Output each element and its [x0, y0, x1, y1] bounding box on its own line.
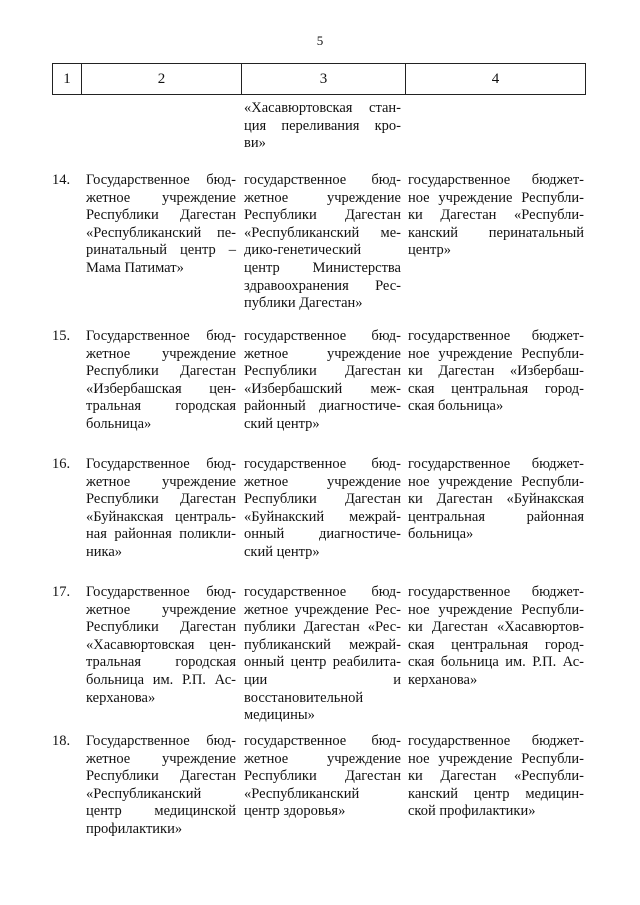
text-line: Государственное бюд-: [86, 456, 236, 472]
new-institution-name-cell: [408, 172, 584, 260]
text-line: медицины»: [244, 707, 315, 724]
text-line: «Избербашский меж-: [244, 380, 401, 397]
text-line: Республики Дагестан: [86, 768, 236, 785]
text-line: государственное бюд-: [244, 456, 401, 472]
merged-institution-cell: [244, 456, 401, 562]
header-col-1: 1: [53, 64, 82, 94]
row-number: 14.: [52, 172, 71, 188]
merged-institution-cell: [244, 172, 401, 313]
institution-name-cell: [86, 584, 236, 707]
merged-institution-cell: [244, 733, 401, 821]
text-line: центр здоровья»: [244, 803, 346, 820]
text-line: государственное бюд-: [244, 328, 401, 344]
text-line: жетное учреждение Рес-: [244, 601, 401, 618]
text-line: государственное бюджет-: [408, 456, 584, 472]
text-line: центр»: [408, 242, 451, 259]
text-line: ви»: [244, 135, 266, 152]
text-line: государственное бюд-: [244, 172, 401, 188]
text-line: центр медицинской: [86, 803, 236, 820]
text-line: жетное учреждение: [244, 750, 401, 767]
text-line: ский центр»: [244, 543, 320, 560]
text-line: «Избербашская цен-: [86, 380, 236, 397]
text-line: районный диагностиче-: [244, 398, 401, 415]
text-line: «Республиканский: [244, 785, 360, 802]
text-line: Государственное бюд-: [86, 172, 236, 188]
text-line: государственное бюд-: [244, 584, 401, 600]
text-line: жетное учреждение: [244, 189, 401, 206]
text-line: профилактики»: [86, 820, 183, 837]
new-institution-name-cell: [408, 733, 584, 821]
text-line: керханова»: [408, 671, 478, 688]
text-line: жетное учреждение: [86, 750, 236, 767]
institution-name-cell: [86, 328, 236, 434]
text-line: «Буйнакский межрай-: [244, 508, 401, 525]
text-line: жетное учреждение: [244, 473, 401, 490]
text-line: ция переливания кро-: [244, 117, 401, 134]
text-line: ное учреждение Республи-: [408, 473, 584, 490]
text-line: ский центр»: [244, 415, 320, 432]
text-line: «Республиканский: [86, 785, 202, 802]
text-line: «Хасавюртовская цен-: [86, 636, 236, 653]
row-number: 18.: [52, 733, 71, 749]
text-line: больница им. Р.П. Ас-: [86, 671, 236, 688]
text-line: тральная городская: [86, 654, 236, 671]
text-line: жетное учреждение: [86, 345, 236, 362]
text-line: ное учреждение Республи-: [408, 345, 584, 362]
text-line: государственное бюджет-: [408, 733, 584, 749]
text-line: больница»: [86, 415, 152, 432]
text-line: ника»: [86, 543, 123, 560]
table-header-row: [52, 63, 586, 95]
text-line: канский центр медицин-: [408, 785, 584, 802]
text-line: Мама Патимат»: [86, 259, 184, 276]
new-institution-name-cell: [408, 328, 584, 416]
text-line: онный диагностиче-: [244, 526, 401, 543]
text-line: ное учреждение Республи-: [408, 601, 584, 618]
text-line: ская больница»: [408, 398, 504, 415]
text-line: государственное бюджет-: [408, 172, 584, 188]
text-line: «Хасавюртовская стан-: [244, 100, 401, 116]
text-line: Республики Дагестан: [86, 491, 236, 508]
text-line: здравоохранения Рес-: [244, 277, 401, 294]
merged-institution-cell: [244, 328, 401, 434]
text-line: керханова»: [86, 689, 156, 706]
text-line: Республики Дагестан: [86, 363, 236, 380]
text-line: ное учреждение Республи-: [408, 750, 584, 767]
text-line: «Буйнакская централь-: [86, 508, 236, 525]
header-col-2: 2: [82, 64, 242, 94]
text-line: жетное учреждение: [244, 345, 401, 362]
text-line: государственное бюджет-: [408, 584, 584, 600]
text-line: публиканский межрай-: [244, 636, 401, 653]
text-line: ринатальный центр –: [86, 242, 236, 259]
text-line: ская центральная город-: [408, 380, 584, 397]
text-line: онный центр реабилита-: [244, 654, 401, 671]
row-number: 17.: [52, 584, 71, 600]
text-line: ки Дагестан «Республи-: [408, 768, 584, 785]
text-line: ции и восстановительной: [244, 671, 401, 706]
text-line: государственное бюд-: [244, 733, 401, 749]
text-line: ки Дагестан «Буйнакская: [408, 491, 584, 508]
institution-name-cell: [86, 456, 236, 562]
text-line: «Республиканский ме-: [244, 224, 401, 241]
new-institution-name-cell: [408, 584, 584, 690]
text-line: Государственное бюд-: [86, 733, 236, 749]
text-line: центр Министерства: [244, 259, 401, 276]
text-line: «Республиканский пе-: [86, 224, 236, 241]
text-line: дико-генетический: [244, 242, 362, 259]
text-line: тральная городская: [86, 398, 236, 415]
text-line: Республики Дагестан: [244, 491, 401, 508]
text-line: государственное бюджет-: [408, 328, 584, 344]
text-line: канский перинатальный: [408, 224, 584, 241]
text-line: Государственное бюд-: [86, 584, 236, 600]
continuation-cell: [244, 100, 401, 153]
text-line: ная районная поликли-: [86, 526, 236, 543]
text-line: ное учреждение Республи-: [408, 189, 584, 206]
text-line: ки Дагестан «Хасавюртов-: [408, 619, 584, 636]
header-col-3: 3: [242, 64, 406, 94]
text-line: жетное учреждение: [86, 189, 236, 206]
row-number: 16.: [52, 456, 71, 472]
text-line: жетное учреждение: [86, 473, 236, 490]
text-line: ки Дагестан «Республи-: [408, 207, 584, 224]
text-line: Государственное бюд-: [86, 328, 236, 344]
row-number: 15.: [52, 328, 71, 344]
text-line: Республики Дагестан: [244, 363, 401, 380]
text-line: ской профилактики»: [408, 803, 536, 820]
text-line: Республики Дагестан: [86, 619, 236, 636]
text-line: центральная районная: [408, 508, 584, 525]
text-line: публики Дагестан «Рес-: [244, 619, 401, 636]
text-line: Республики Дагестан: [86, 207, 236, 224]
text-line: ки Дагестан «Избербаш-: [408, 363, 584, 380]
text-line: больница»: [408, 526, 474, 543]
text-line: ская больница им. Р.П. Ас-: [408, 654, 584, 671]
text-line: жетное учреждение: [86, 601, 236, 618]
institution-name-cell: [86, 172, 236, 278]
institution-name-cell: [86, 733, 236, 839]
page-number: 5: [316, 33, 324, 48]
text-line: Республики Дагестан: [244, 207, 401, 224]
text-line: публики Дагестан»: [244, 295, 363, 312]
header-col-4: 4: [491, 70, 500, 87]
text-line: ская центральная город-: [408, 636, 584, 653]
merged-institution-cell: [244, 584, 401, 725]
new-institution-name-cell: [408, 456, 584, 544]
text-line: Республики Дагестан: [244, 768, 401, 785]
